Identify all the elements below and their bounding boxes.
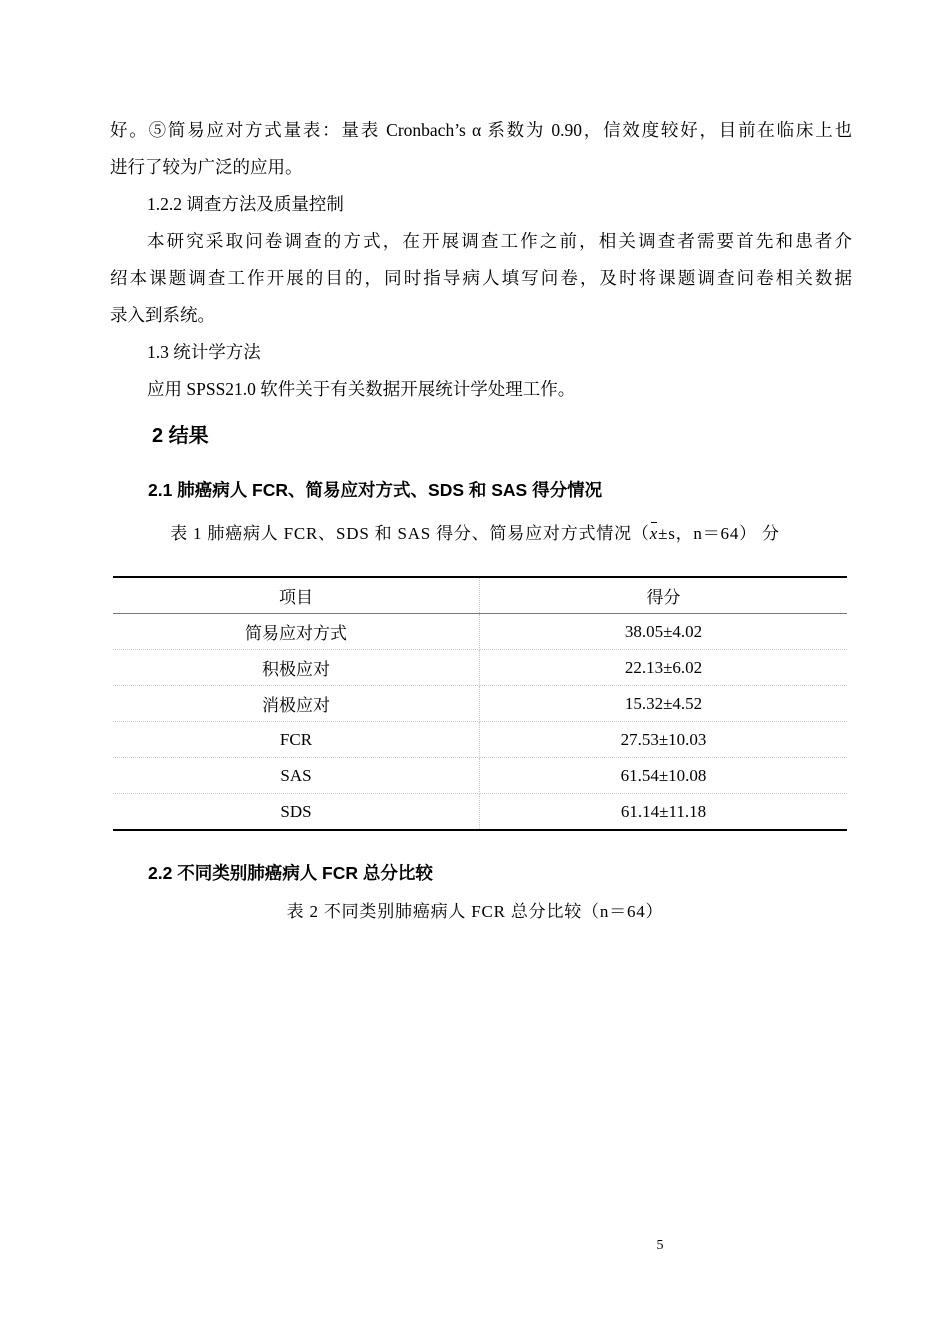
- table-row: [113, 686, 847, 722]
- text-line: 录入到系统。: [110, 305, 215, 325]
- table-cell: 38.05±4.02: [480, 614, 848, 650]
- table-cell: 简易应对方式: [113, 614, 480, 650]
- table-cell: SAS: [113, 758, 480, 794]
- table-row: [113, 722, 847, 758]
- section-title-results: 2 结果: [152, 425, 209, 447]
- table-header-row: [113, 577, 847, 614]
- section-title-2-1: 2.1 肺癌病人 FCR、简易应对方式、SDS 和 SAS 得分情况: [148, 480, 603, 500]
- table-row: [113, 794, 847, 831]
- text-line: 好。⑤简易应对方式量表：量表 Cronbach’s α 系数为 0.90，信效度较好，目前在临床上也: [110, 120, 852, 140]
- page-number: 5: [656, 1238, 664, 1253]
- table-row: [113, 614, 847, 650]
- text-line: 本研究采取问卷调查的方式，在开展调查工作之前，相关调查者需要首先和患者介: [147, 231, 852, 251]
- subheading-statistics: 1.3 统计学方法: [147, 342, 261, 362]
- table1-caption: 表 1 肺癌病人 FCR、SDS 和 SAS 得分、简易应对方式情况（x±s，n＝64） 分: [170, 524, 780, 543]
- table-row: [113, 650, 847, 686]
- column-header: 得分: [480, 577, 848, 614]
- table-cell: 61.54±10.08: [480, 758, 848, 794]
- paragraph-statistics: 应用 SPSS21.0 软件关于有关数据开展统计学处理工作。: [147, 379, 576, 399]
- section-title-2-2: 2.2 不同类别肺癌病人 FCR 总分比较: [148, 863, 433, 883]
- paragraph-survey-procedure: [110, 223, 852, 334]
- table2-caption: 表 2 不同类别肺癌病人 FCR 总分比较（n＝64）: [286, 902, 664, 921]
- column-header: 项目: [113, 577, 480, 614]
- table-cell: 积极应对: [113, 650, 480, 686]
- table-cell: 61.14±11.18: [620, 801, 707, 821]
- table1: [113, 576, 847, 831]
- table-cell: 22.13±6.02: [480, 650, 848, 686]
- mean-symbol: x: [649, 524, 659, 543]
- subheading-survey-method: 1.2.2 调查方法及质量控制: [147, 194, 344, 214]
- text-line: 进行了较为广泛的应用。: [110, 157, 303, 177]
- table-row: [113, 758, 847, 794]
- table-cell: 消极应对: [113, 686, 480, 722]
- table-cell: SDS: [113, 794, 480, 831]
- table-cell: FCR: [113, 722, 480, 758]
- text-line: 绍本课题调查工作开展的目的，同时指导病人填写问卷，及时将课题调查问卷相关数据: [110, 268, 852, 288]
- table-cell: 27.53±10.03: [480, 722, 848, 758]
- paragraph-scale-description: [110, 112, 852, 186]
- table-cell: 15.32±4.52: [480, 686, 848, 722]
